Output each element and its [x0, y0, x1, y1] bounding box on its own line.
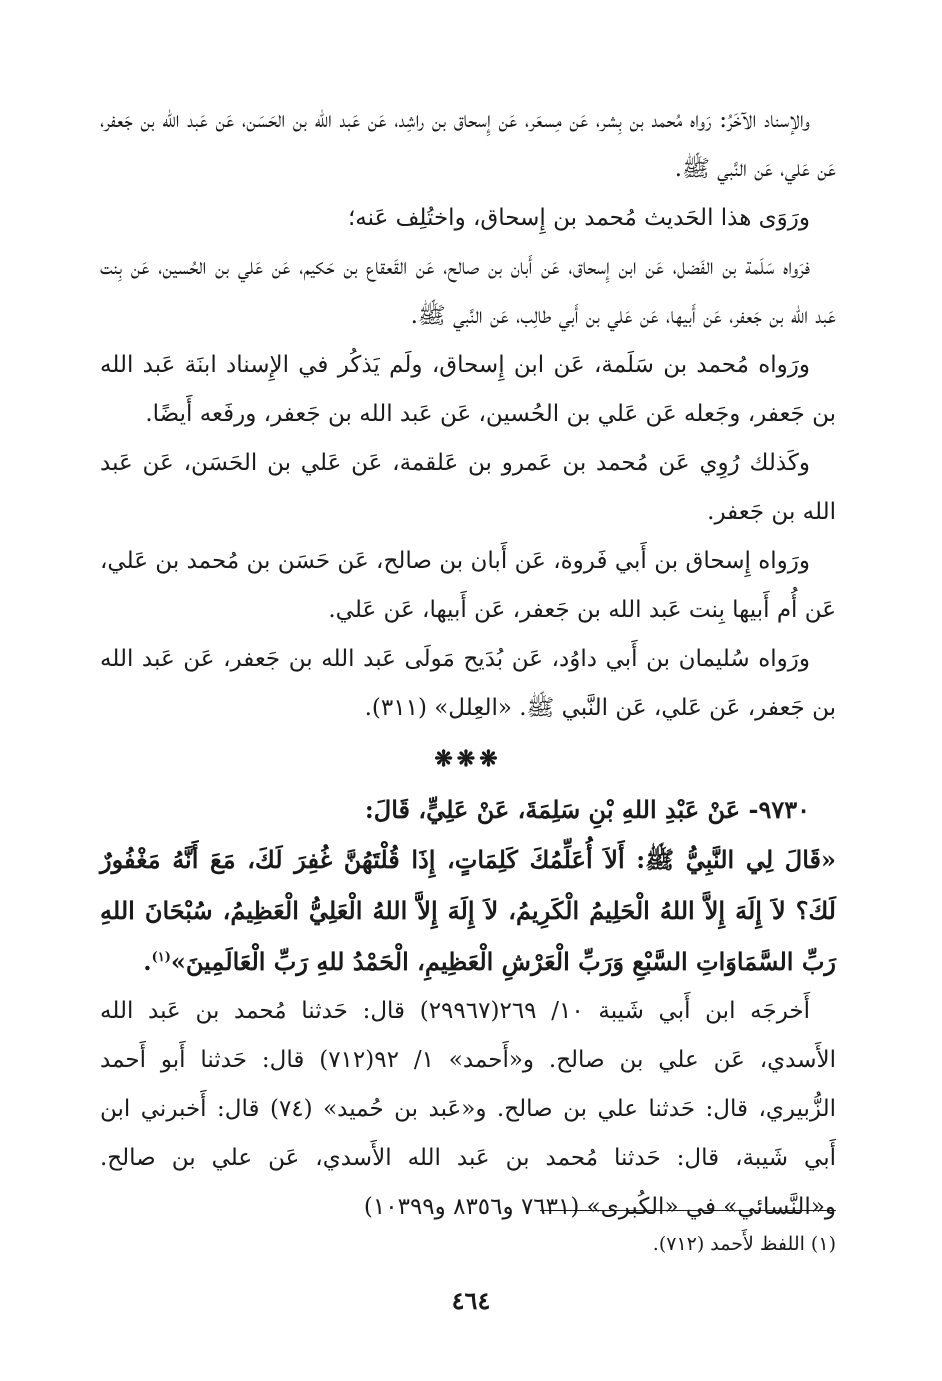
paragraph-muhammad-ibn-amr: وكَذلك رُوِي عَن مُحمد بن عَمرو بن عَلقمة، عَن عَلي بن الحَسَن، عَن عَبد الله بن جَعفر. — [100, 450, 836, 525]
hadith-end: . — [143, 947, 152, 976]
paragraph-takhrij: أَخرجَه ابن أَبي شَيبة ١٠/ ٢٦٩(٢٩٩٦٧) قال: حَدثنا مُحمد بن عَبد الله الأَسدي، عَن علي بن صالح. و«أَحمد» ١/ ٩٢(٧١٢) قال: حَدثنا أَبو أَحمد الزُّبيري، قال: حَدثنا علي بن صالح. و«عَبد بن حُميد» (٧٤) قال: أَخبرني ابن أَبي شَيبة، قال: حَدثنا مُحمد بن عَبد الله الأَسدي، عَن علي بن صالح. و«النَّسائي» في «الكُبرى» (٧٦٣١ و٨٣٥٦ و١٠٣٩٩) — [100, 998, 836, 1220]
paragraph-sulayman: ورَواه سُليمان بن أَبي داوُد، عَن بُدَيح مَولَى عَبد الله بن جَعفر، عَن عَبد الله بن جَعفر، عَن عَلي، عَن النَّبي ﷺ. «العِلل» (٣١١). — [100, 646, 836, 721]
page-body — [100, 96, 836, 1232]
footnote: (١) اللفظ لأَحمد (٧١٢). — [652, 1233, 836, 1255]
paragraph-muhammad-ibn-salamah: ورَواه مُحمد بن سَلَمة، عَن ابن إِسحاق، ولَم يَذكُر في الإِسناد ابنَة عَبد الله بن جَعفر، وجَعله عَن عَلي بن الحُسين، عَن عَبد الله بن جَعفر، ورفَعه أَيضًا. — [100, 352, 836, 427]
footnote-marker: (١) — [151, 950, 171, 965]
paragraph-riwayah-ibn-ishaq: ورَوَى هذا الحَديث مُحمد بن إِسحاق، واختُلِف عَنه؛ — [347, 205, 810, 231]
hadith-text — [100, 834, 836, 987]
hadith-heading: ٩٧٣٠- عَنْ عَبْدِ اللهِ بْنِ سَلِمَةَ، عَنْ عَلِيٍّ، قَالَ: — [364, 795, 810, 824]
footnote-divider — [540, 1210, 836, 1211]
section-separator: ❋❋❋ — [434, 746, 502, 772]
hadith-body: «قَالَ لِي النَّبِيُّ ﷺ: أَلاَ أُعَلِّمُكَ كَلِمَاتٍ، إِذَا قُلْتَهُنَّ غُفِرَ لَكَ، مَعَ أَنَّهُ مَغْفُورٌ لَكَ؟ لاَ إِلَهَ إِلاَّ اللهُ الْحَلِيمُ الْكَرِيمُ، لاَ إِلَهَ إِلاَّ اللهُ الْعَلِيُّ الْعَظِيمُ، سُبْحَانَ اللهِ رَبِّ السَّمَاوَاتِ السَّبْعِ وَرَبِّ الْعَرْشِ الْعَظِيمِ، الْحَمْدُ للهِ رَبِّ الْعَالَمِينَ» — [100, 845, 836, 976]
paragraph-ishaq-ibn-abi-farwah: ورَواه إِسحاق بن أَبي فَروة، عَن أَبان بن صالح، عَن حَسَن بن مُحمد بن عَلي، عَن أُم أَبيها بِنت عَبد الله بن جَعفر، عَن أَبيها، عَن عَلي. — [100, 548, 836, 623]
page-number: ٤٦٤ — [451, 1286, 491, 1315]
paragraph-salamah: فرَواه سَلَمة بن الفَضل، عَن ابن إِسحاق، عَن أَبان بن صالح، عَن القَعقاع بن حَكيم، عَن عَلي بن الحُسين، عَن بِنت عَبد الله بن جَعفر، عَن أَبيها، عَن عَلي بن أَبي طالِب، عَن النَّبي ﷺ. — [100, 254, 836, 329]
paragraph-isnad-other: والإسناد الآخَرُ: رَواه مُحمد بن بِشر، عَن مِسعَر، عَن إِسحاق بن راشِد، عَن عَبد الله بن الحَسَن، عَن عَبد الله بن جَعفر، عَن عَلي، عَن النَّبي ﷺ. — [100, 107, 836, 182]
